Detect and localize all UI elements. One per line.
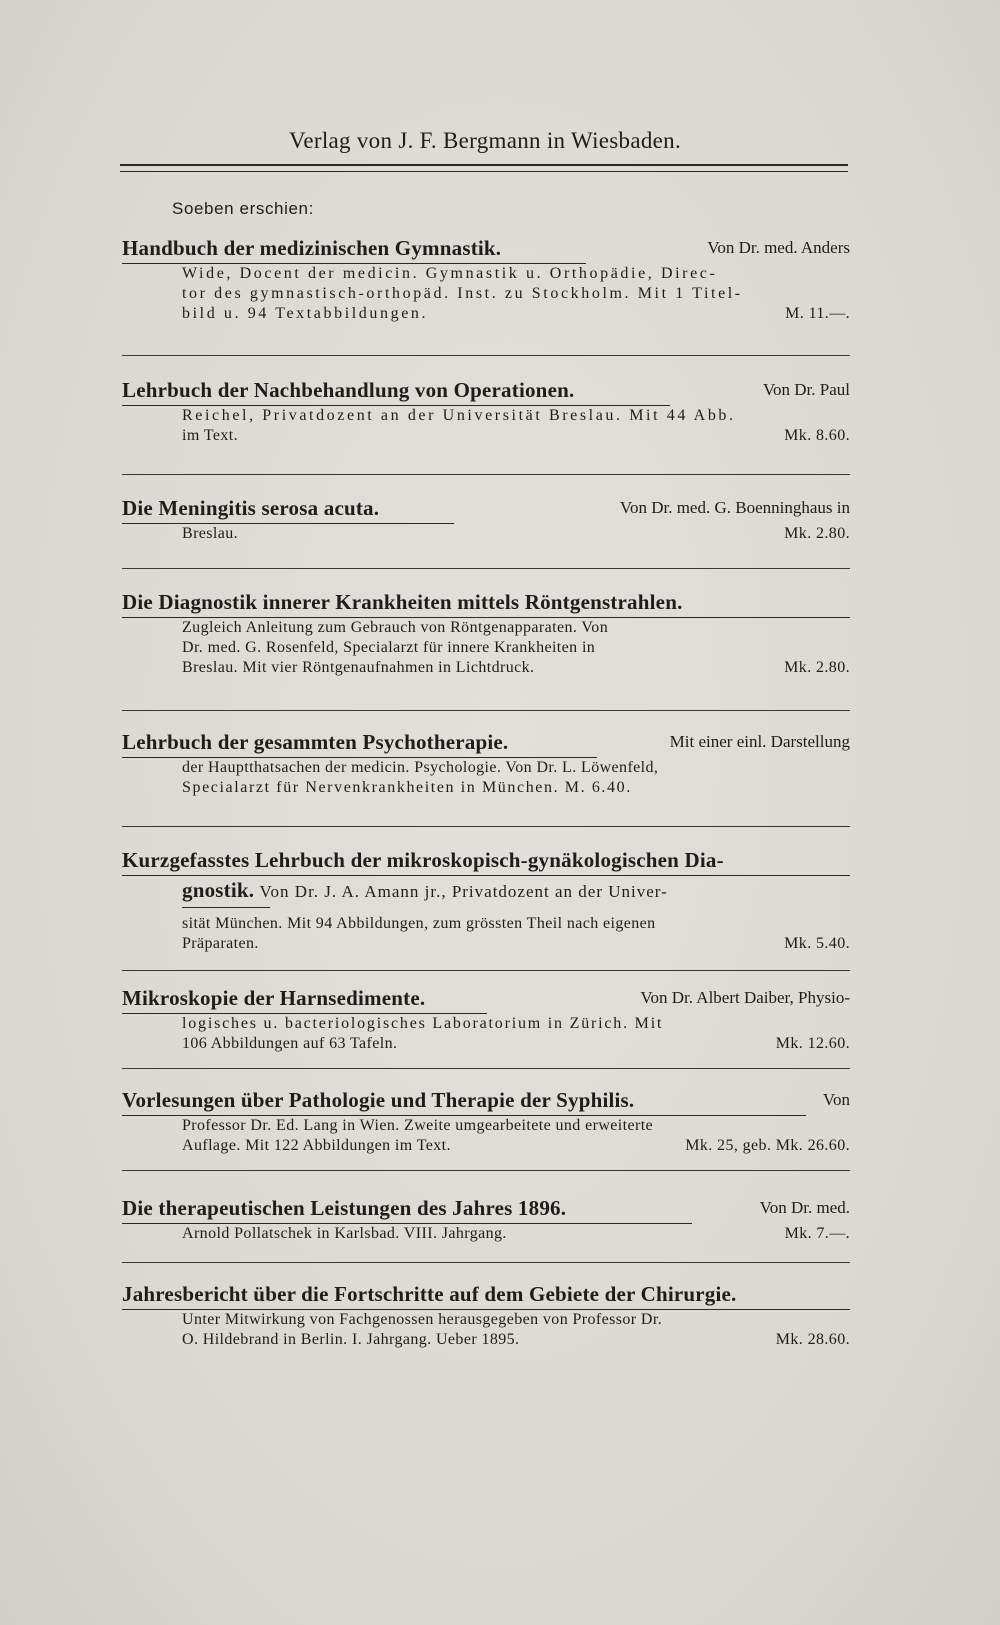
entry-separator xyxy=(122,1262,850,1263)
entry-separator xyxy=(122,1068,850,1069)
book-price: Mk. 2.80. xyxy=(784,659,850,676)
book-author-lead: Von Dr. Paul xyxy=(762,380,850,399)
book-line: bild u. 94 Textabbildungen. M. 11.—. xyxy=(182,305,850,322)
book-author-lead: Von Dr. Albert Daiber, Physio- xyxy=(640,988,850,1007)
entry-separator xyxy=(122,1170,850,1171)
book-author-lead: Von Dr. med. Anders xyxy=(707,238,850,257)
title-underline xyxy=(182,907,270,908)
book-entry xyxy=(122,494,850,544)
book-entry xyxy=(122,728,850,798)
book-entry xyxy=(122,234,850,324)
book-entry xyxy=(122,984,850,1054)
book-title: Die Meningitis serosa acuta. xyxy=(122,496,380,520)
book-line: Specialarzt für Nervenkrankheiten in München. M. 6.40. xyxy=(182,779,632,796)
book-author-lead: Mit einer einl. Darstellung xyxy=(669,732,850,751)
book-line: Wide, Docent der medicin. Gymnastik u. Orthopädie, Direc- xyxy=(182,265,718,282)
book-title: Vorlesungen über Pathologie und Therapie der Syphilis. xyxy=(122,1088,635,1112)
book-title: Die therapeutischen Leistungen des Jahres 1896. xyxy=(122,1196,567,1220)
book-line: Breslau. Mit vier Röntgenaufnahmen in Lichtdruck. Mk. 2.80. xyxy=(182,659,850,676)
book-entry xyxy=(122,1280,850,1350)
book-line: Arnold Pollatschek in Karlsbad. VIII. Jahrgang. Mk. 7.—. xyxy=(182,1225,850,1242)
book-title: Handbuch der medizinischen Gymnastik. xyxy=(122,236,502,260)
book-author-lead: Von Dr. med. G. Boenninghaus in xyxy=(619,498,850,517)
book-title: Jahresbericht über die Fortschritte auf dem Gebiete der Chirurgie. xyxy=(122,1282,737,1306)
book-title: Lehrbuch der Nachbehandlung von Operationen. xyxy=(122,378,575,402)
book-price: Mk. 25, geb. Mk. 26.60. xyxy=(685,1137,850,1154)
book-title-continued: gnostik. Von Dr. J. A. Amann jr., Privatdozent an der Univer- xyxy=(182,878,668,902)
book-line: Reichel, Privatdozent an der Universität Breslau. Mit 44 Abb. xyxy=(182,407,736,424)
book-line: sität München. Mit 94 Abbildungen, zum grössten Theil nach eigenen xyxy=(182,915,656,932)
entry-separator xyxy=(122,568,850,569)
entry-separator xyxy=(122,710,850,711)
book-line: Auflage. Mit 122 Abbildungen im Text. Mk. 25, geb. Mk. 26.60. xyxy=(182,1137,850,1154)
book-line: 106 Abbildungen auf 63 Tafeln. Mk. 12.60. xyxy=(182,1035,850,1052)
publisher-heading: Verlag von J. F. Bergmann in Wiesbaden. xyxy=(289,128,681,153)
book-line: Breslau. Mk. 2.80. xyxy=(182,525,850,542)
book-line: tor des gymnastisch-orthopäd. Inst. zu Stockholm. Mit 1 Titel- xyxy=(182,285,743,302)
book-line: O. Hildebrand in Berlin. I. Jahrgang. Ueber 1895. Mk. 28.60. xyxy=(182,1331,850,1348)
book-line: Professor Dr. Ed. Lang in Wien. Zweite umgearbeitete und erweiterte xyxy=(182,1117,654,1134)
book-price: Mk. 7.—. xyxy=(784,1225,850,1242)
book-price: Mk. 12.60. xyxy=(775,1035,850,1052)
book-entry xyxy=(122,588,850,678)
entry-separator xyxy=(122,826,850,827)
entry-separator xyxy=(122,970,850,971)
book-entry xyxy=(122,1086,850,1156)
book-title: Die Diagnostik innerer Krankheiten mittels Röntgenstrahlen. xyxy=(122,590,683,614)
book-entry xyxy=(122,846,850,954)
book-title: Kurzgefasstes Lehrbuch der mikroskopisch-gynäkologischen Dia- xyxy=(122,848,724,872)
book-line: Zugleich Anleitung zum Gebrauch von Röntgenapparaten. Von xyxy=(182,619,609,636)
book-price: Mk. 5.40. xyxy=(784,935,850,952)
book-title: Lehrbuch der gesammten Psychotherapie. xyxy=(122,730,509,754)
book-line: logisches u. bacteriologisches Laboratorium in Zürich. Mit xyxy=(182,1015,664,1032)
entry-separator xyxy=(122,474,850,475)
book-line: im Text. Mk. 8.60. xyxy=(182,427,850,444)
book-author-lead: Von Dr. med. xyxy=(759,1198,850,1217)
book-entry xyxy=(122,1194,850,1244)
book-title: Mikroskopie der Harnsedimente. xyxy=(122,986,426,1010)
book-author-lead: Von xyxy=(822,1090,850,1109)
book-line: der Hauptthatsachen der medicin. Psychologie. Von Dr. L. Löwenfeld, xyxy=(182,759,659,776)
book-line: Präparaten. Mk. 5.40. xyxy=(182,935,850,952)
header-double-rule xyxy=(120,164,848,172)
book-line: Dr. med. G. Rosenfeld, Specialarzt für innere Krankheiten in xyxy=(182,639,596,656)
book-price: M. 11.—. xyxy=(785,305,850,322)
book-line: Unter Mitwirkung von Fachgenossen herausgegeben von Professor Dr. xyxy=(182,1311,663,1328)
book-price: Mk. 8.60. xyxy=(784,427,850,444)
book-price: Mk. 28.60. xyxy=(775,1331,850,1348)
book-author-lead: Von Dr. J. A. Amann jr., Privatdozent an der Univer- xyxy=(259,882,668,901)
book-entry xyxy=(122,376,850,446)
entry-separator xyxy=(122,355,850,356)
book-price: Mk. 2.80. xyxy=(784,525,850,542)
intro-text: Soeben erschien: xyxy=(172,199,314,218)
